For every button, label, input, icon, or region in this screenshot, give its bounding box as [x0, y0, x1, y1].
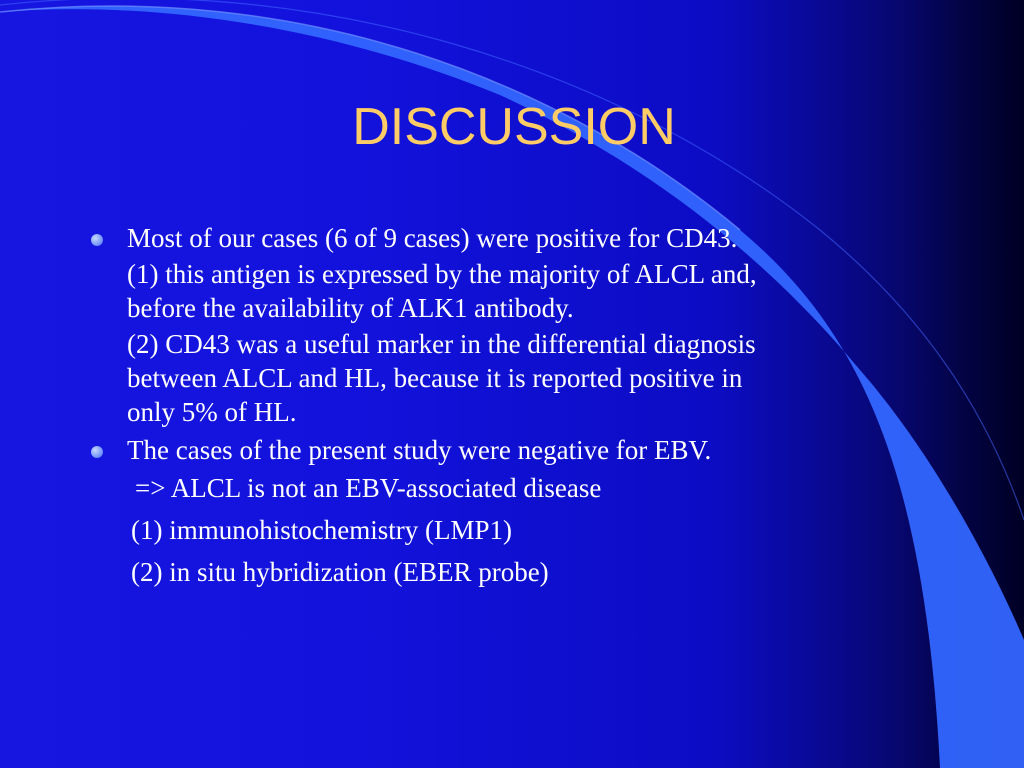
bullet-icon — [91, 446, 103, 458]
subpoint-line: (1) this antigen is expressed by the majority of ALCL and, — [127, 259, 757, 289]
slide-body — [0, 221, 1024, 589]
subpoint-1 — [0, 257, 1024, 325]
bullet-text: Most of our cases (6 of 9 cases) were positive for CD43. — [127, 223, 738, 253]
slide-title: DISCUSSION — [352, 98, 676, 156]
method-line: (2) in situ hybridization (EBER probe) — [131, 557, 549, 587]
subpoint-line: between ALCL and HL, because it is reported positive in — [127, 363, 743, 393]
subpoint-line: before the availability of ALK1 antibody. — [127, 293, 574, 323]
subpoint-2 — [0, 327, 1024, 429]
subpoint-line: (2) CD43 was a useful marker in the differential diagnosis — [127, 329, 756, 359]
conclusion-line: => ALCL is not an EBV-associated disease — [135, 473, 602, 503]
bullet-text: The cases of the present study were negative for EBV. — [127, 435, 712, 465]
method-line: (1) immunohistochemistry (LMP1) — [131, 515, 512, 545]
bullet-icon — [91, 234, 103, 246]
bullet-item-ebv — [0, 433, 1024, 467]
bullet-item-cd43 — [0, 221, 1024, 255]
subpoint-line: only 5% of HL. — [127, 397, 297, 427]
